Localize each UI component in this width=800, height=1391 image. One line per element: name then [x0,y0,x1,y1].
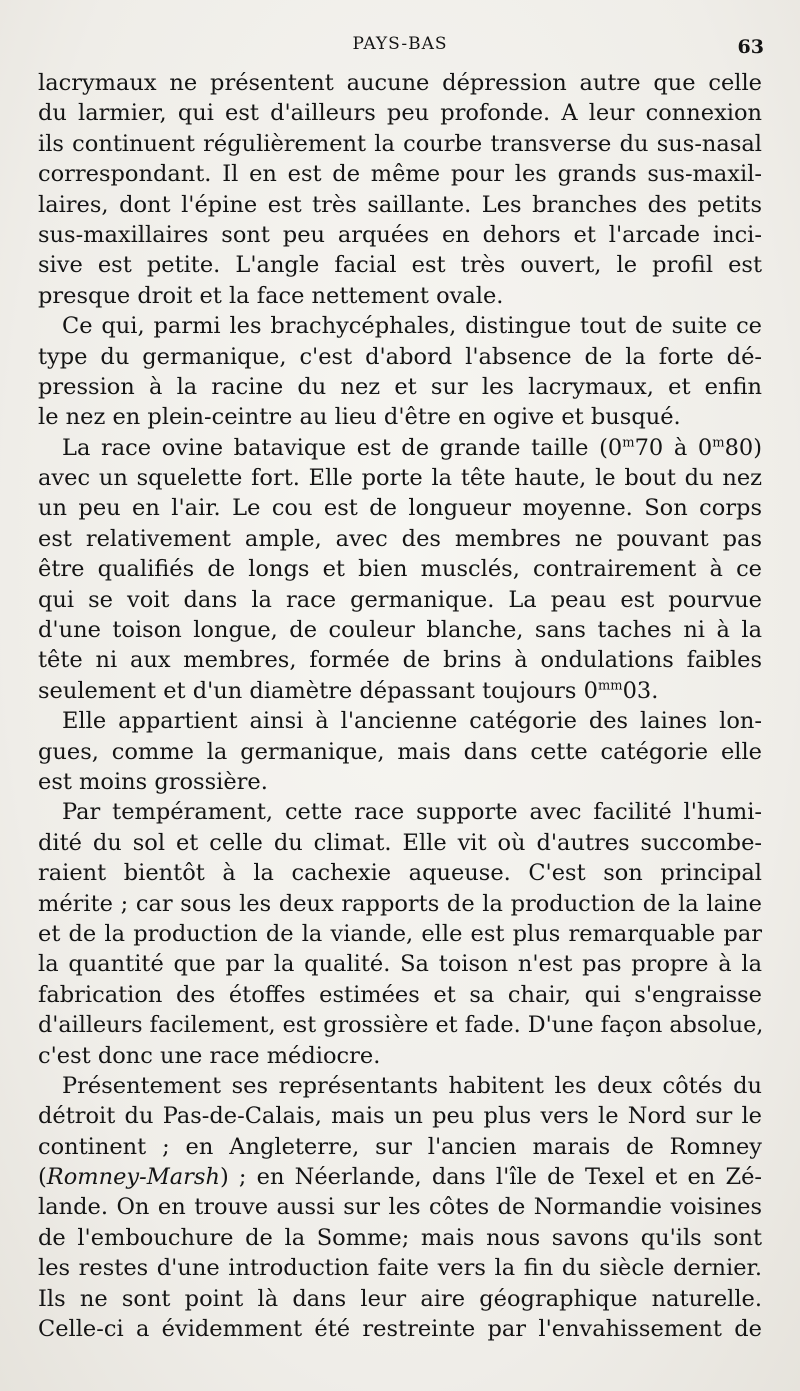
text-line [38,585,762,615]
text-line [38,1071,762,1101]
text-segment: sive est petite. L'angle facial est très ouvert, le profil est [38,252,762,279]
text-segment: détroit du Pas-de-Calais, mais un peu plus vers le Nord sur le [38,1103,762,1130]
text-segment: les restes d'une introduction faite vers la fin du siècle dernier. [38,1255,762,1282]
text-line [38,645,762,675]
italic-text: Romney-Marsh [46,1164,220,1191]
text-line [38,463,762,493]
text-line [38,1101,762,1131]
text-segment: sus-maxillaires sont peu arquées en dehors et l'arcade inci- [38,221,762,248]
text-line [38,1192,762,1222]
text-line [38,554,762,584]
text-segment: correspondant. Il en est de même pour les grands sus-maxil- [38,161,762,188]
text-segment: gues, comme la germanique, mais dans cette catégorie elle [38,738,762,765]
text-segment: lande. On en trouve aussi sur les côtes de Normandie voisines [38,1194,762,1221]
text-segment: le nez en plein-ceintre au lieu d'être en ogive et busqué. [38,404,681,431]
text-segment: mérite ; car sous les deux rapports de la production de la laine [38,890,762,917]
text-line [38,68,762,98]
text-segment: ) ; en Néerlande, dans l'île de Texel et en Zé- [219,1164,762,1191]
text-segment: qui se voit dans la race germanique. La peau est pourvue [38,586,762,613]
text-segment: La race ovine batavique est de grande taille (0 [62,434,623,461]
text-segment: la quantité que par la qualité. Sa toison n'est pas propre à la [38,951,762,978]
body-text [38,68,762,1344]
text-segment: être qualifiés de longs et bien musclés, contrairement à ce [38,556,762,583]
text-segment: seulement et d'un diamètre dépassant toujours 0 [38,677,598,704]
text-line [38,372,762,402]
text-line [38,493,762,523]
text-line [38,615,762,645]
text-line [38,1132,762,1162]
text-segment: 03. [622,677,659,704]
text-line [38,1162,762,1192]
text-segment: du larmier, qui est d'ailleurs peu profonde. A leur connexion [38,100,762,127]
text-line [38,433,762,463]
page-number: 63 [737,36,764,58]
unit-superscript: mm [597,678,623,694]
text-segment: lacrymaux ne présentent aucune dépression autre que celle [38,70,762,96]
unit-superscript: m [712,435,725,451]
text-segment: un peu en l'air. Le cou est de longueur moyenne. Son corps [38,495,762,522]
text-line [38,889,762,919]
text-segment: Ils ne sont point là dans leur aire géographique naturelle. [38,1285,762,1312]
text-segment: de l'embouchure de la Somme; mais nous savons qu'ils sont [38,1224,762,1251]
text-segment: type du germanique, c'est d'abord l'absence de la forte dé- [38,343,762,370]
text-segment: laires, dont l'épine est très saillante. Les branches des petits [38,191,762,218]
text-segment: raient bientôt à la cachexie aqueuse. C'est son principal [38,860,762,887]
text-line [38,250,762,280]
text-line [38,402,762,432]
text-segment: est moins grossière. [38,768,268,795]
text-line [38,858,762,888]
text-line [38,342,762,372]
text-segment: Par tempérament, cette race supporte avec facilité l'humi- [62,799,762,826]
text-line [38,220,762,250]
text-line [38,1041,762,1071]
text-line [38,980,762,1010]
text-segment: continent ; en Angleterre, sur l'ancien marais de Romney [38,1133,762,1160]
running-title: PAYS-BAS [352,34,448,54]
text-line [38,1253,762,1283]
text-line [38,98,762,128]
text-segment: et de la production de la viande, elle est plus remarquable par [38,920,762,947]
text-segment: ( [38,1164,47,1191]
text-line [38,767,762,797]
text-segment: fabrication des étoffes estimées et sa chair, qui s'engraisse [38,981,762,1008]
text-segment: Celle-ci a évidemment été restreinte par l'envahissement de [38,1316,762,1343]
running-header [0,34,800,58]
text-line [38,919,762,949]
text-line [38,828,762,858]
text-segment: Présentement ses représentants habitent les deux côtés du [62,1072,762,1099]
text-line [38,129,762,159]
text-segment: dité du sol et celle du climat. Elle vit où d'autres succombe- [38,829,762,856]
text-segment: Ce qui, parmi les brachycéphales, distingue tout de suite ce [62,313,762,340]
text-line [38,1314,762,1344]
text-segment: d'ailleurs facilement, est grossière et fade. D'une façon absolue, [38,1012,764,1039]
text-line [38,524,762,554]
text-segment: tête ni aux membres, formée de brins à ondulations faibles [38,647,762,674]
text-line [38,1284,762,1314]
text-segment: c'est donc une race médiocre. [38,1042,381,1069]
text-line [38,676,762,706]
text-line [38,190,762,220]
text-segment: 70 à 0 [634,434,713,461]
unit-superscript: m [622,435,635,451]
text-segment: d'une toison longue, de couleur blanche, sans taches ni à la [38,617,762,644]
text-segment: avec un squelette fort. Elle porte la tête haute, le bout du nez [38,465,762,492]
text-line [38,281,762,311]
text-segment: presque droit et la face nettement ovale. [38,282,504,309]
text-line [38,311,762,341]
text-segment: est relativement ample, avec des membres ne pouvant pas [38,525,762,552]
text-segment: ils continuent régulièrement la courbe transverse du sus-nasal [38,130,762,157]
text-line [38,706,762,736]
text-line [38,737,762,767]
text-line [38,1223,762,1253]
text-line [38,159,762,189]
text-segment: pression à la racine du nez et sur les lacrymaux, et enfin [38,373,762,400]
text-line [38,1010,762,1040]
text-line [38,949,762,979]
text-segment: 80) [724,434,762,461]
text-line [38,797,762,827]
text-segment: Elle appartient ainsi à l'ancienne catégorie des laines lon- [62,708,762,735]
